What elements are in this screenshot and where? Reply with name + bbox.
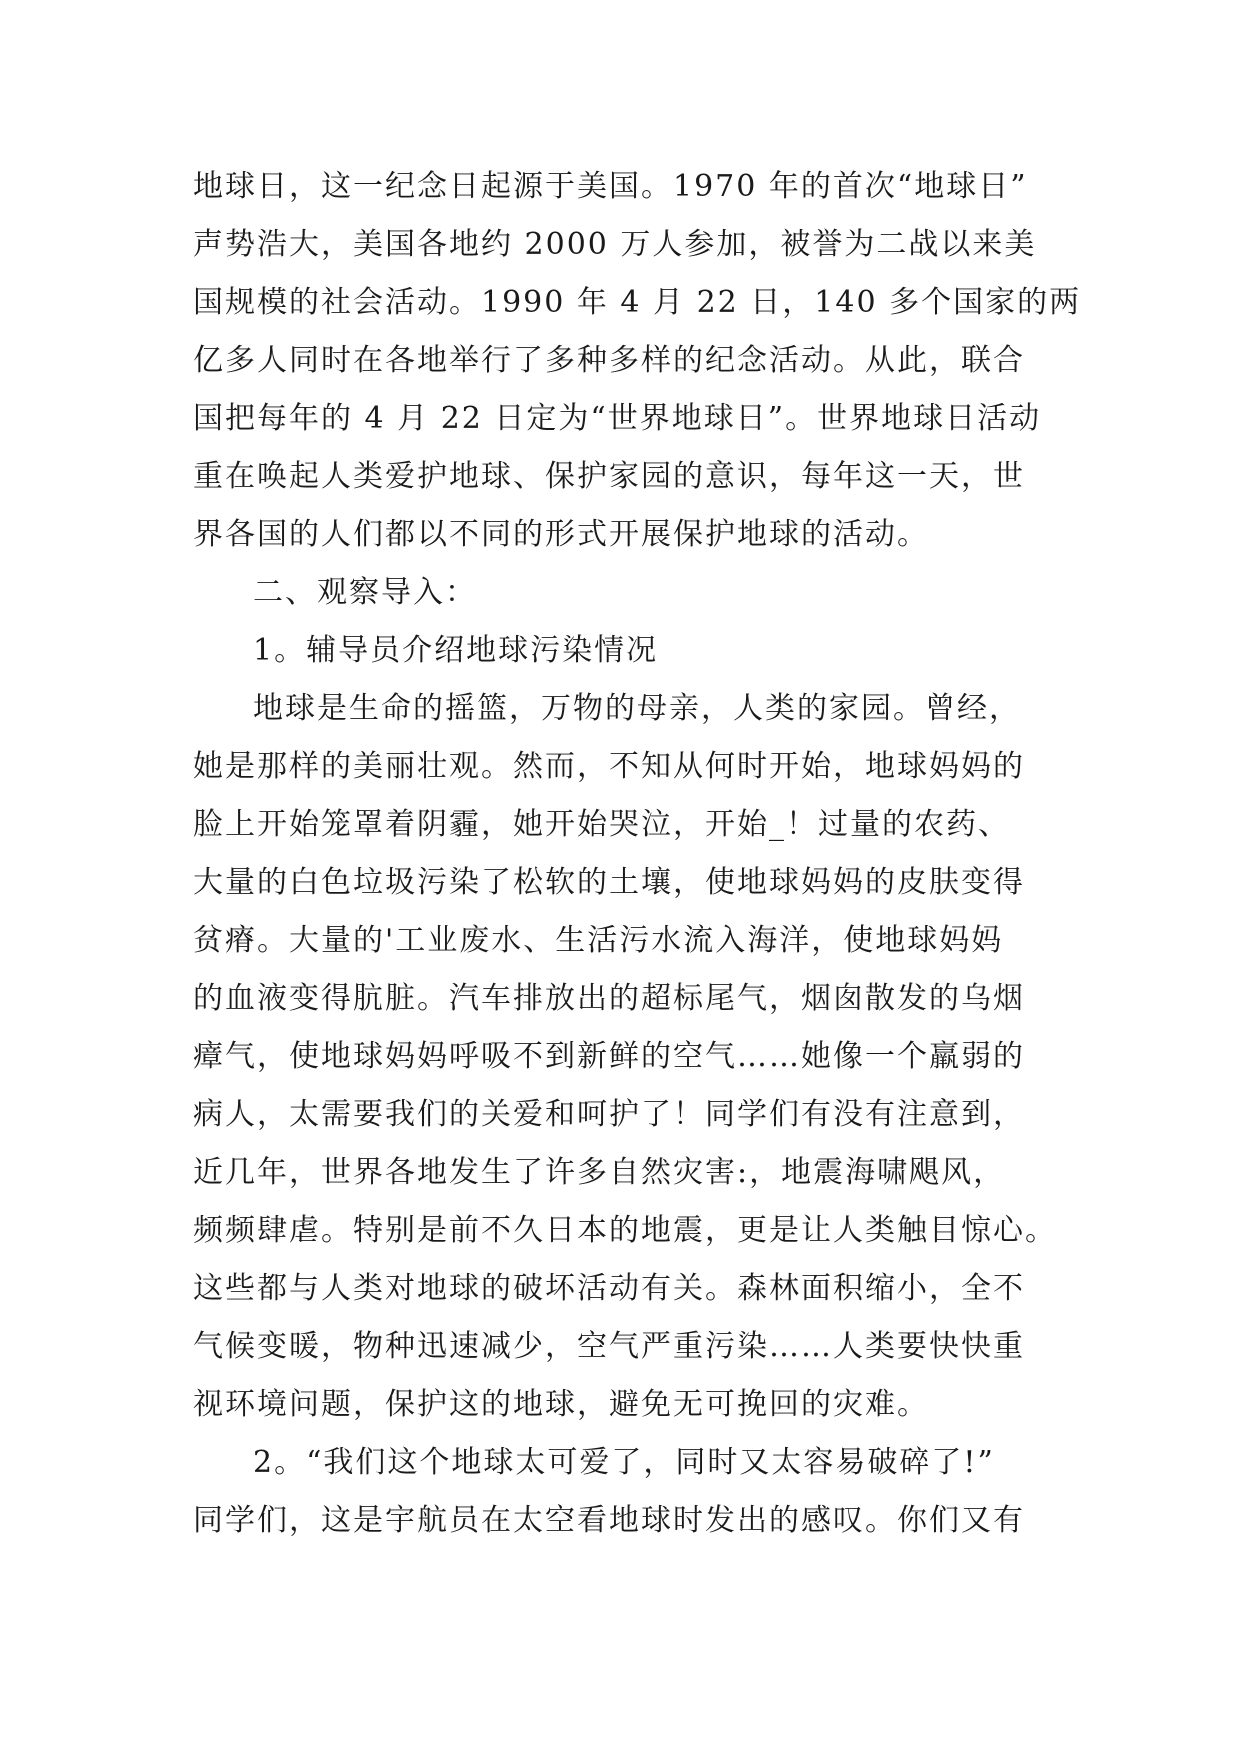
text-line: 2。“我们这个地球太可爱了，同时又太容易破碎了!” — [253, 1445, 995, 1480]
text-line: 亿多人同时在各地举行了多种多样的纪念活动。从此，联合 — [193, 343, 1025, 378]
text-line: 地球日，这一纪念日起源于美国。1970 年的首次“地球日” — [193, 169, 1028, 204]
text-line: 的血液变得肮脏。汽车排放出的超标尾气，烟囱散发的乌烟 — [193, 981, 1025, 1016]
text-line: 大量的白色垃圾污染了松软的土壤，使地球妈妈的皮肤变得 — [193, 865, 1025, 900]
text-line: 贫瘠。大量的'工业废水、生活污水流入海洋，使地球妈妈 — [193, 923, 1004, 958]
text-line: 视环境问题，保护这的地球，避免无可挽回的灾难。 — [193, 1387, 929, 1422]
text-line: 脸上开始笼罩着阴霾，她开始哭泣，开始_！过量的农药、 — [193, 807, 1010, 842]
text-line: 病人，太需要我们的关爱和呵护了！同学们有没有注意到， — [193, 1097, 1025, 1132]
text-line: 近几年，世界各地发生了许多自然灾害:，地震海啸飓风， — [193, 1155, 1006, 1190]
text-line: 她是那样的美丽壮观。然而，不知从何时开始，地球妈妈的 — [193, 749, 1025, 784]
document-body — [193, 158, 1082, 1550]
text-line: 气候变暖，物种迅速减少，空气严重污染……人类要快快重 — [193, 1329, 1025, 1364]
text-line: 国规模的社会活动。1990 年 4 月 22 日，140 多个国家的两 — [193, 285, 1082, 320]
text-line: 频频肆虐。特别是前不久日本的地震，更是让人类触目惊心。 — [193, 1213, 1057, 1248]
text-line: 同学们，这是宇航员在太空看地球时发出的感叹。你们又有 — [193, 1503, 1025, 1538]
text-line: 重在唤起人类爱护地球、保护家园的意识，每年这一天，世 — [193, 459, 1025, 494]
text-line: 瘴气，使地球妈妈呼吸不到新鲜的空气……她像一个羸弱的 — [193, 1039, 1025, 1074]
text-line: 界各国的人们都以不同的形式开展保护地球的活动。 — [193, 517, 929, 552]
text-line: 地球是生命的摇篮，万物的母亲，人类的家园。曾经， — [253, 691, 1021, 726]
text-line: 声势浩大，美国各地约 2000 万人参加，被誉为二战以来美 — [193, 227, 1037, 262]
text-line: 1。辅导员介绍地球污染情况 — [253, 633, 659, 668]
text-line: 国把每年的 4 月 22 日定为“世界地球日”。世界地球日活动 — [193, 401, 1042, 436]
text-line: 二、观察导入： — [253, 575, 477, 610]
text-line: 这些都与人类对地球的破坏活动有关。森林面积缩小，全不 — [193, 1271, 1025, 1306]
